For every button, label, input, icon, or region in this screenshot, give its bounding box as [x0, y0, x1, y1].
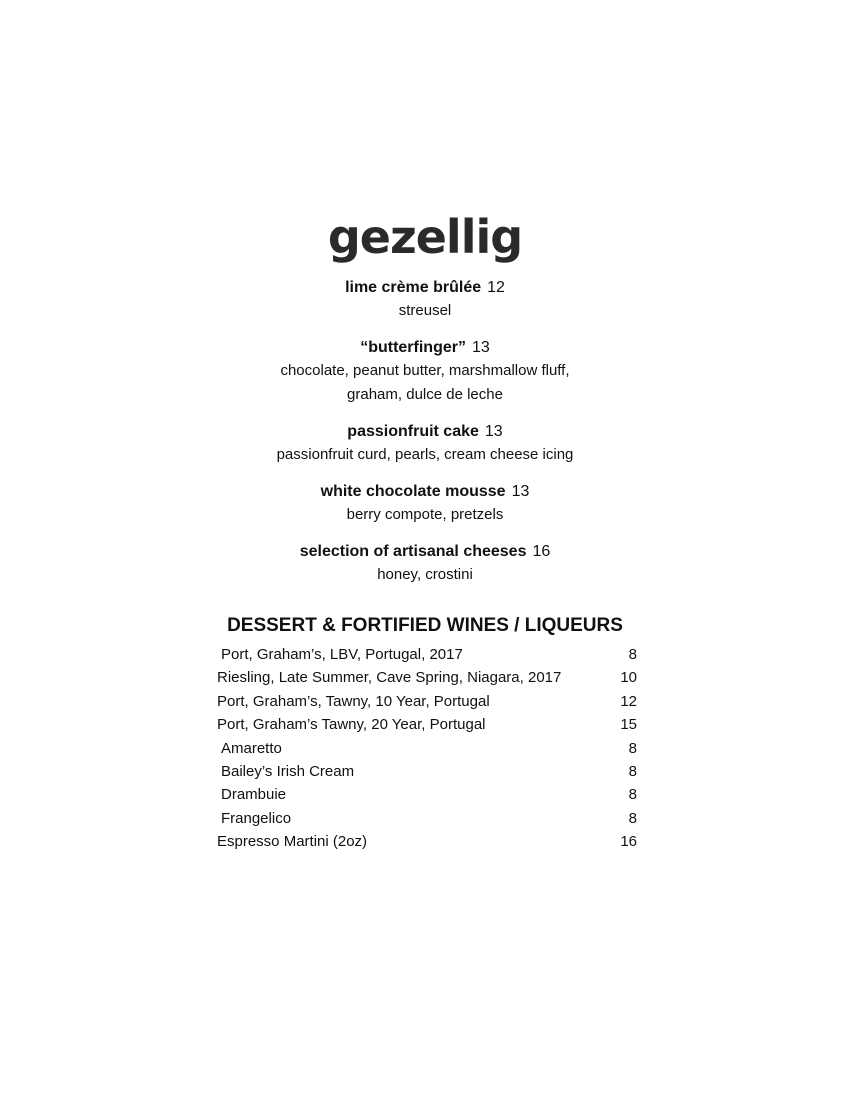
- menu-item: [0, 277, 850, 323]
- item-name: passionfruit cake: [347, 423, 479, 440]
- item-description: honey, crostini: [377, 566, 473, 583]
- wine-name: Port, Graham’s, LBV, Portugal, 2017: [221, 646, 463, 663]
- menu-item: [0, 481, 850, 527]
- item-description: passionfruit curd, pearls, cream cheese icing: [276, 446, 574, 463]
- item-price: 12: [487, 279, 505, 296]
- wine-name: Frangelico: [221, 809, 292, 827]
- wine-price: 8: [628, 646, 637, 663]
- wine-price: 15: [620, 716, 637, 734]
- wine-name: Riesling, Late Summer, Cave Spring, Niagara, 2017: [217, 669, 562, 687]
- wine-row: [217, 760, 637, 783]
- wine-name: Port, Graham’s Tawny, 20 Year, Portugal: [217, 716, 486, 734]
- wine-name: Drambuie: [221, 786, 287, 804]
- wine-name: Espresso Martini (2oz): [217, 833, 368, 851]
- item-description: chocolate, peanut butter, marshmallow fluff, graham, dulce de leche: [280, 362, 570, 403]
- menu-item: [0, 337, 850, 407]
- wine-price: 8: [628, 739, 637, 757]
- wine-list: [217, 643, 637, 854]
- wine-row: [217, 713, 637, 736]
- wine-price: 8: [628, 809, 637, 827]
- item-price: 13: [471, 339, 490, 356]
- item-description: streusel: [398, 302, 452, 319]
- dessert-menu: [0, 277, 850, 587]
- item-price: 16: [532, 543, 551, 560]
- item-price: 13: [511, 483, 530, 500]
- wine-row: [217, 807, 637, 830]
- item-description: berry compote, pretzels: [346, 506, 504, 523]
- wine-name: Port, Graham’s, Tawny, 10 Year, Portugal: [217, 692, 490, 710]
- wine-price: 16: [620, 833, 637, 851]
- item-name: “butterfinger”: [360, 339, 466, 356]
- item-price: 13: [484, 423, 503, 440]
- wine-row: [217, 643, 637, 666]
- section-title-wines: DESSERT & FORTIFIED WINES / LIQUEURS: [227, 615, 623, 636]
- wine-name: Amaretto: [221, 739, 282, 757]
- wine-row: [217, 666, 637, 689]
- wine-price: 12: [620, 692, 637, 710]
- wine-price: 10: [620, 669, 637, 687]
- wine-row: [217, 737, 637, 760]
- item-name: selection of artisanal cheeses: [299, 543, 527, 560]
- menu-item: [0, 421, 850, 467]
- wine-row: [217, 783, 637, 806]
- wine-row: [217, 830, 637, 853]
- menu-item: [0, 541, 850, 587]
- wine-row: [217, 690, 637, 713]
- restaurant-logo: gezellig: [327, 210, 523, 264]
- wine-price: 8: [628, 762, 637, 780]
- item-name: lime crème brûlée: [345, 279, 482, 296]
- wine-name: Bailey’s Irish Cream: [221, 762, 355, 780]
- item-name: white chocolate mousse: [320, 483, 506, 500]
- wine-price: 8: [628, 786, 637, 804]
